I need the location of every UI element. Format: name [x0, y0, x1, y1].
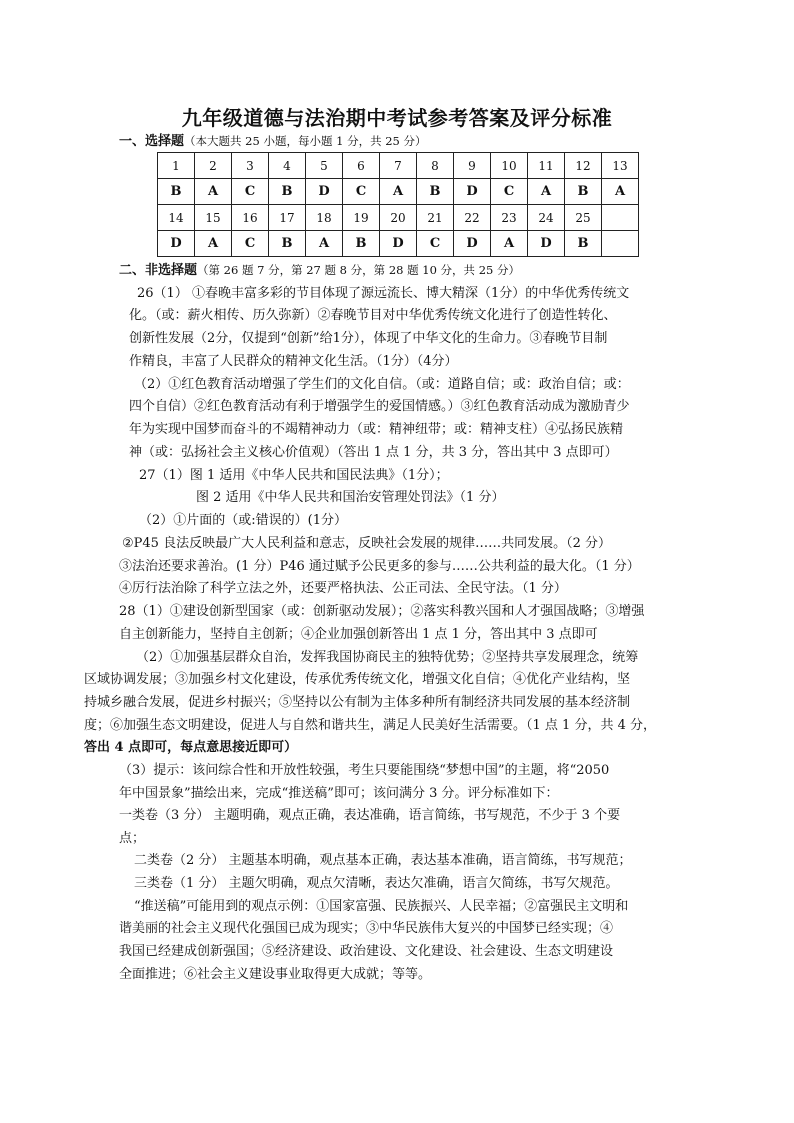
- table-cell: [602, 205, 639, 231]
- text-line: 图 2 适用《中华人民共和国治安管理处罚法》（1 分）: [196, 490, 505, 505]
- table-cell: C: [232, 231, 269, 257]
- text-line: ②P45 良法反映最广大人民利益和意志，反映社会发展的规律……共同发展。（2 分）: [122, 536, 611, 551]
- table-cell: D: [454, 179, 491, 205]
- text-line: 化。（或：薪火相传、历久弥新）②春晚节目对中华优秀传统文化进行了创造性转化、: [129, 308, 617, 323]
- text-line: （2）①红色教育活动增强了学生们的文化自信。（或：道路自信；或：政治自信；或：: [134, 377, 630, 392]
- table-cell: 14: [158, 205, 195, 231]
- table-cell: 13: [602, 153, 639, 179]
- text-line: 创新性发展（2分，仅提到“创新”给1分），体现了中华文化的生命力。③春晚节目制: [129, 331, 608, 346]
- table-row: [158, 179, 639, 205]
- table-cell: 7: [380, 153, 417, 179]
- table-cell: D: [528, 231, 565, 257]
- table-cell: B: [269, 179, 306, 205]
- table-cell: 8: [417, 153, 454, 179]
- table-cell: 18: [306, 205, 343, 231]
- table-cell: A: [195, 179, 232, 205]
- table-cell: 11: [528, 153, 565, 179]
- text-line: 答出 4 点即可，每点意思接近即可）: [84, 740, 298, 755]
- text-line: 我国已经建成创新强国；⑤经济建设、政治建设、文化建设、社会建设、生态文明建设: [119, 944, 614, 959]
- table-cell: 19: [343, 205, 380, 231]
- text-line: ③法治还要求善治。(1 分）P46 通过赋予公民更多的参与……公共利益的最大化。（1 分）: [119, 559, 640, 574]
- table-cell: 24: [528, 205, 565, 231]
- table-row: [158, 231, 639, 257]
- table-cell: 12: [565, 153, 602, 179]
- table-cell: B: [565, 231, 602, 257]
- section-2-heading: 二、非选择题（第 26 题 7 分，第 27 题 8 分，第 28 题 10 分，共 25 分）: [119, 263, 520, 278]
- table-cell: 4: [269, 153, 306, 179]
- table-cell: C: [491, 179, 528, 205]
- table-cell: 17: [269, 205, 306, 231]
- table-cell: B: [343, 231, 380, 257]
- table-cell: A: [306, 231, 343, 257]
- table-cell: C: [343, 179, 380, 205]
- table-cell: A: [491, 231, 528, 257]
- table-cell: D: [158, 231, 195, 257]
- text-line: 三类卷（1 分） 主题欠明确，观点欠清晰，表达欠准确，语言欠简练，书写欠规范。: [134, 876, 619, 891]
- table-cell: A: [195, 231, 232, 257]
- table-cell: A: [528, 179, 565, 205]
- text-line: 四个自信）②红色教育活动有利于增强学生的爱国情感。）③红色教育活动成为激励青少: [129, 399, 630, 414]
- text-line: 26（1） ①春晚丰富多彩的节目体现了源远流长、博大精深（1分）的中华优秀传统文: [137, 286, 630, 301]
- text-line: （2）①加强基层群众自治，发挥我国协商民主的独特优势；②坚持共享发展理念，统筹: [136, 650, 639, 665]
- table-cell: A: [380, 179, 417, 205]
- table-cell: 23: [491, 205, 528, 231]
- table-cell: C: [232, 179, 269, 205]
- table-cell: 6: [343, 153, 380, 179]
- table-cell: B: [417, 179, 454, 205]
- table-cell: D: [306, 179, 343, 205]
- table-cell: 25: [565, 205, 602, 231]
- page-title: 九年级道德与法治期中考试参考答案及评分标准: [181, 106, 613, 130]
- text-line: 点；: [119, 831, 146, 846]
- table-cell: D: [454, 231, 491, 257]
- text-line: 谐美丽的社会主义现代化强国已成为现实；③中华民族伟大复兴的中国梦已经实现；④: [119, 921, 614, 936]
- text-line: 27（1）图 1 适用《中华人民共和国民法典》（1分）；: [139, 468, 449, 483]
- text-line: 自主创新能力，坚持自主创新；④企业加强创新答出 1 点 1 分，答出其中 3 点即可: [119, 627, 598, 642]
- table-cell: 22: [454, 205, 491, 231]
- table-row: [158, 153, 639, 179]
- table-cell: 21: [417, 205, 454, 231]
- text-line: 区域协调发展；③加强乡村文化建设，传承优秀传统文化，增强文化自信；④优化产业结构，坚: [84, 672, 631, 687]
- text-line: 28（1）①建设创新型国家（或：创新驱动发展）；②落实科教兴国和人才强国战略；③增强: [119, 604, 645, 619]
- table-cell: 20: [380, 205, 417, 231]
- text-line: “推送稿”可能用到的观点示例：①国家富强、民族振兴、人民幸福；②富强民主文明和: [134, 899, 629, 914]
- table-cell: 10: [491, 153, 528, 179]
- table-cell: D: [380, 231, 417, 257]
- text-line: 年为实现中国梦而奋斗的不竭精神动力（或：精神纽带；或：精神支柱）④弘扬民族精: [129, 422, 624, 437]
- table-cell: 15: [195, 205, 232, 231]
- text-line: 全面推进；⑥社会主义建设事业取得更大成就；等等。: [119, 967, 432, 982]
- table-row: [158, 205, 639, 231]
- table-cell: B: [158, 179, 195, 205]
- section-1-heading: 一、选择题（本大题共 25 小题，每小题 1 分，共 25 分）: [119, 134, 427, 149]
- text-line: 二类卷（2 分） 主题基本明确，观点基本正确，表达基本准确，语言简练，书写规范；: [134, 853, 632, 868]
- table-cell: 16: [232, 205, 269, 231]
- text-line: 一类卷（3 分） 主题明确，观点正确，表达准确，语言简练，书写规范，不少于 3 个要: [119, 808, 621, 823]
- table-cell: [602, 231, 639, 257]
- text-line: 神（或：弘扬社会主义核心价值观）（答出 1 点 1 分，共 3 分，答出其中 3 点即可）: [129, 445, 618, 460]
- text-line: 年中国景象”描绘出来，完成“推送稿”即可；该问满分 3 分。评分标准如下：: [119, 786, 559, 801]
- table-cell: C: [417, 231, 454, 257]
- table-cell: 5: [306, 153, 343, 179]
- text-line: 度；⑥加强生态文明建设，促进人与自然和谐共生，满足人民美好生活需要。（1 点 1 分，共 4 分，: [84, 718, 656, 733]
- table-cell: B: [269, 231, 306, 257]
- table-cell: B: [565, 179, 602, 205]
- text-line: ④厉行法治除了科学立法之外，还要严格执法、公正司法、全民守法。（1 分）: [119, 581, 567, 596]
- answer-table: [157, 152, 639, 257]
- text-line: （3）提示：该问综合性和开放性较强，考生只要能围绕“梦想中国”的主题，将“2050: [119, 763, 610, 778]
- text-line: 持城乡融合发展，促进乡村振兴；⑤坚持以公有制为主体多种所有制经济共同发展的基本经济制: [84, 695, 631, 710]
- text-line: （2）①片面的（或:错误的）(1分）: [139, 513, 347, 528]
- table-cell: 1: [158, 153, 195, 179]
- table-cell: 2: [195, 153, 232, 179]
- table-cell: 9: [454, 153, 491, 179]
- table-cell: 3: [232, 153, 269, 179]
- table-cell: A: [602, 179, 639, 205]
- text-line: 作精良，丰富了人民群众的精神文化生活。（1分）（4分）: [129, 354, 458, 369]
